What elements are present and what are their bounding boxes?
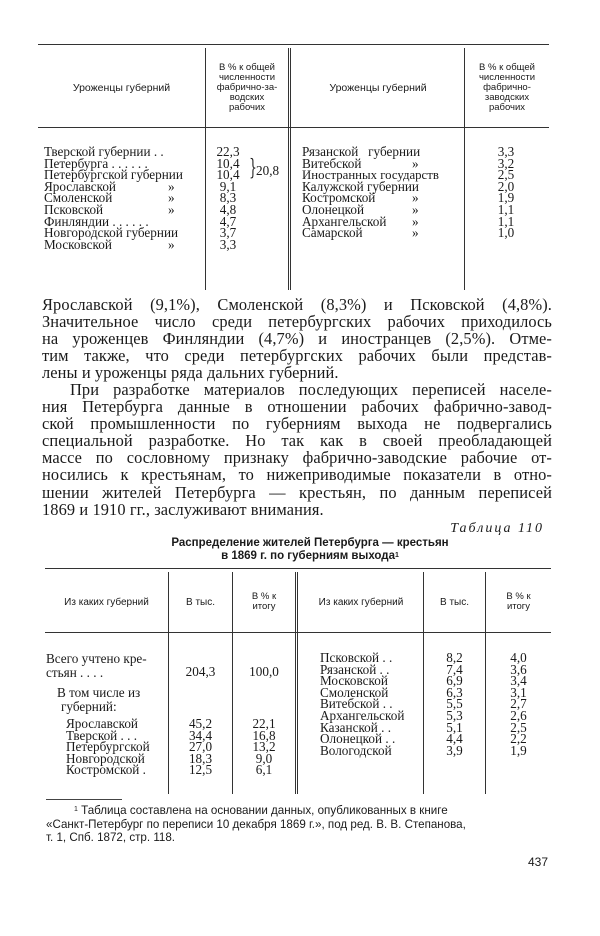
table2-right-names xyxy=(320,652,423,756)
table2-header-thousands-right xyxy=(424,572,485,632)
table2-header-provinces-right xyxy=(299,572,423,632)
percent-value: 3,6 xyxy=(510,661,527,677)
province-name: Витебской xyxy=(302,155,362,171)
table1-header-percent-right xyxy=(465,56,549,120)
ditto-mark: » xyxy=(412,213,419,229)
table-number-label: Таблица 110 xyxy=(450,521,544,536)
text-line: 1869 и 1910 гг., заслуживают внимания. xyxy=(42,499,324,519)
text-line: специальной разработке. Но так как в своей преобладающей xyxy=(42,431,552,451)
province-name: Костромской xyxy=(302,190,376,206)
text-line: на уроженцев Финляндии (4,7%) и иностранцев (2,5%). Отме- xyxy=(42,329,552,349)
province-name: Московской xyxy=(320,673,388,689)
province-name: Ярославской xyxy=(66,716,138,731)
province-name: Псковской . . xyxy=(320,650,393,665)
thousands-value: 6,3 xyxy=(446,684,463,700)
text-line: ской промышленности по губерниям выхода не подвергались xyxy=(42,414,552,434)
table2-header-percent-left xyxy=(233,572,295,632)
province-name: Новгородской губернии xyxy=(44,225,179,241)
percent-value: 1,1 xyxy=(497,201,515,217)
percent-value: 10,4 xyxy=(216,167,240,183)
province-name: Рязанской губернии xyxy=(302,144,421,159)
table2-left-percent xyxy=(233,718,295,776)
thousands-value: 12,5 xyxy=(188,762,213,778)
header-text: численности xyxy=(478,72,536,83)
header-text: В тыс. xyxy=(440,596,469,608)
percent-value: 2,5 xyxy=(497,167,515,183)
header-text: В % к общей xyxy=(479,62,535,73)
province-name: Тверской губернии . . xyxy=(44,144,164,159)
header-text: В % к общей xyxy=(219,62,275,73)
province-name: Архангельской xyxy=(302,213,387,229)
province-name: Витебской . . xyxy=(320,696,393,712)
thousands-value: 7,4 xyxy=(446,661,463,677)
brace-total: 20,8 xyxy=(256,163,280,178)
text-line: Ярославской (9,1%), Смоленской (8,3%) и Псковской (4,8%). xyxy=(42,295,552,314)
table1-left-values xyxy=(208,146,248,250)
text-line: носились к крестьянам, то нижеприводимые показатели в отно- xyxy=(42,465,552,485)
header-text: Уроженцы губерний xyxy=(329,81,427,94)
footnote-line xyxy=(46,804,546,818)
header-text: В тыс. xyxy=(186,596,215,608)
province-name: Олонецкой xyxy=(302,201,365,217)
percent-value: 8,3 xyxy=(219,190,237,206)
thousands-value: 34,4 xyxy=(188,727,213,743)
table1-double-divider xyxy=(288,48,291,290)
thousands-value: 8,2 xyxy=(446,650,463,665)
thousands-value: 5,3 xyxy=(446,707,463,723)
table2-header-percent-right xyxy=(486,572,551,632)
ditto-mark: » xyxy=(168,190,175,206)
header-text: фабрично- xyxy=(483,82,531,93)
ditto-mark: » xyxy=(168,236,175,252)
table2-right-thousands xyxy=(424,652,485,756)
thousands-value: 45,2 xyxy=(188,716,213,731)
footnote xyxy=(46,804,546,845)
text-line: Значительное число среди петербургских рабочих приходилось xyxy=(42,312,552,332)
table2-subheader xyxy=(57,686,169,714)
table1-header-rule xyxy=(38,127,549,128)
province-name: Вологодской xyxy=(320,742,392,758)
subheader-line: губерний: xyxy=(61,699,117,714)
percent-value: 4,7 xyxy=(219,213,237,229)
footnote-text: Таблица составлена на основании данных, опубликованных в книге xyxy=(81,804,448,817)
footnote-separator xyxy=(46,799,122,800)
table1-right-names xyxy=(302,146,467,239)
ditto-mark: » xyxy=(412,190,419,206)
thousands-value: 5,1 xyxy=(446,719,463,735)
header-text: Из каких губерний xyxy=(64,596,149,608)
percent-value: 13,2 xyxy=(252,739,276,755)
footnote-mark: 1 xyxy=(395,552,399,559)
footnote-line: «Санкт-Петербург по переписи 10 декабря 1869 г.», под ред. В. В. Степанова, xyxy=(46,817,466,831)
percent-value: 3,3 xyxy=(219,236,237,252)
header-text: фабрично-за- xyxy=(216,82,278,93)
table2-right-percent xyxy=(486,652,551,756)
province-name: Архангельской xyxy=(320,707,405,723)
table-row xyxy=(44,236,204,252)
province-name: Костромской . xyxy=(66,762,146,778)
ditto-mark: » xyxy=(412,225,419,241)
table2-left-thousands xyxy=(169,718,232,776)
paragraph-2 xyxy=(42,381,552,518)
table2-total-percent: 100,0 xyxy=(249,664,279,679)
text-line: массе по сословному признаку фабрично-заводские рабочие от- xyxy=(42,448,552,468)
header-text: заводских xyxy=(484,92,530,103)
table2-header-provinces-left xyxy=(45,572,168,632)
percent-value: 4,8 xyxy=(219,201,237,217)
percent-value: 1,9 xyxy=(510,742,527,758)
percent-value: 2,7 xyxy=(510,696,527,712)
header-text: численности xyxy=(218,72,276,83)
ditto-mark: » xyxy=(168,178,175,194)
table2-left-names xyxy=(66,718,168,776)
province-name: Ярославской xyxy=(44,178,116,194)
header-text: В % к xyxy=(251,591,277,602)
total-label-line: стьян . . . . xyxy=(46,665,104,680)
province-name: Финляндии . . . . . . xyxy=(44,213,149,229)
percent-value: 3,1 xyxy=(510,684,527,700)
table2-total-label xyxy=(46,652,168,680)
table2-total-thousands: 204,3 xyxy=(185,664,216,679)
province-name: Петербургской губернии xyxy=(44,167,183,183)
percent-value: 9,0 xyxy=(255,750,273,766)
percent-value: 1,1 xyxy=(497,213,515,229)
thousands-value: 5,5 xyxy=(446,696,463,712)
header-text: В % к xyxy=(506,591,531,602)
page-number: 437 xyxy=(528,855,549,869)
thousands-value: 6,9 xyxy=(446,673,463,689)
table2-top-rule xyxy=(45,568,551,569)
table1-header-provinces-right xyxy=(292,48,464,127)
province-name: Псковской xyxy=(44,201,104,217)
province-name: Тверской . . . xyxy=(66,727,138,743)
footnote-line: т. 1, Спб. 1872, стр. 118. xyxy=(46,831,176,844)
table2-double-divider xyxy=(295,572,298,794)
thousands-value: 27,0 xyxy=(188,739,213,755)
percent-value: 2,0 xyxy=(497,178,515,194)
percent-value: 4,0 xyxy=(510,650,527,665)
thousands-value: 4,4 xyxy=(446,731,463,747)
paragraph-1 xyxy=(42,296,552,381)
province-name: Самарской xyxy=(302,225,363,241)
header-text: водских xyxy=(229,92,265,103)
percent-value: 3,2 xyxy=(497,155,515,171)
text-line: При разработке материалов последующих переписей населе- xyxy=(70,380,552,399)
thousands-value: 3,9 xyxy=(446,742,463,758)
percent-value: 9,1 xyxy=(219,178,237,194)
footnote-mark: 1 xyxy=(74,806,78,813)
header-text: рабочих xyxy=(228,102,266,113)
table1-right-values xyxy=(484,146,528,239)
ditto-mark: » xyxy=(168,201,175,217)
province-name: Олонецкой . . xyxy=(320,731,396,747)
table-row xyxy=(302,227,467,239)
table1-header-provinces-left xyxy=(38,48,205,127)
table-title-line: Распределение жителей Петербурга — крестьян xyxy=(171,537,449,549)
total-label-line: Всего учтено кре- xyxy=(46,651,147,666)
text-line: ния Петербурга данные в отношении рабочих фабрично-завод- xyxy=(42,397,552,417)
percent-value: 16,8 xyxy=(252,727,276,743)
province-name: Новгородской xyxy=(66,750,145,766)
percent-value: 22,3 xyxy=(216,144,240,159)
table2-header-thousands-left xyxy=(169,572,232,632)
percent-value: 2,6 xyxy=(510,707,527,723)
ditto-mark: » xyxy=(412,201,419,217)
percent-value: 6,1 xyxy=(255,762,273,778)
percent-value: 1,9 xyxy=(497,190,515,206)
province-name: Иностранных государств xyxy=(302,168,439,183)
header-text: рабочих xyxy=(488,102,526,113)
percent-value: 3,3 xyxy=(497,144,515,159)
table1-left-names xyxy=(44,146,204,250)
percent-value: 2,2 xyxy=(510,731,527,747)
header-text: итогу xyxy=(506,601,531,612)
subheader-line: В том числе из xyxy=(57,685,141,700)
percent-value: 3,4 xyxy=(510,673,527,689)
province-name: Калужской губернии xyxy=(302,178,419,194)
percent-value: 1,0 xyxy=(497,225,515,241)
province-name: Петербурга . . . . . . xyxy=(44,155,148,171)
province-name: Петербургской xyxy=(66,739,150,755)
province-name: Рязанской . . xyxy=(320,661,390,677)
text-line: шении жителей Петербурга — крестьян, по данным переписей xyxy=(42,482,552,502)
province-name: Московской xyxy=(44,236,112,252)
table-title xyxy=(150,537,470,563)
province-name: Смоленской xyxy=(44,190,113,206)
table-title-text: в 1869 г. по губерниям выхода xyxy=(221,550,396,562)
table1-top-rule xyxy=(38,44,549,45)
text-line: тим также, что среди петербургских рабочих были представ- xyxy=(42,346,552,366)
table1-header-percent-left xyxy=(206,56,288,120)
header-text: Уроженцы губерний xyxy=(72,81,171,94)
header-text: итогу xyxy=(252,601,276,612)
text-line: лены и уроженцы ряда дальних губерний. xyxy=(42,363,339,383)
percent-value: 22,1 xyxy=(252,716,276,731)
province-name: Казанской . . xyxy=(320,719,392,735)
thousands-value: 18,3 xyxy=(188,750,213,766)
table-title-line xyxy=(150,550,470,563)
table2-header-rule xyxy=(45,632,551,633)
header-text: Из каких губерний xyxy=(318,596,404,608)
percent-value: 3,7 xyxy=(219,225,237,241)
brace-icon: } xyxy=(249,156,257,181)
ditto-mark: » xyxy=(412,155,419,171)
percent-value: 2,5 xyxy=(510,719,527,735)
percent-value: 10,4 xyxy=(216,155,240,171)
province-name: Смоленской xyxy=(320,684,389,700)
